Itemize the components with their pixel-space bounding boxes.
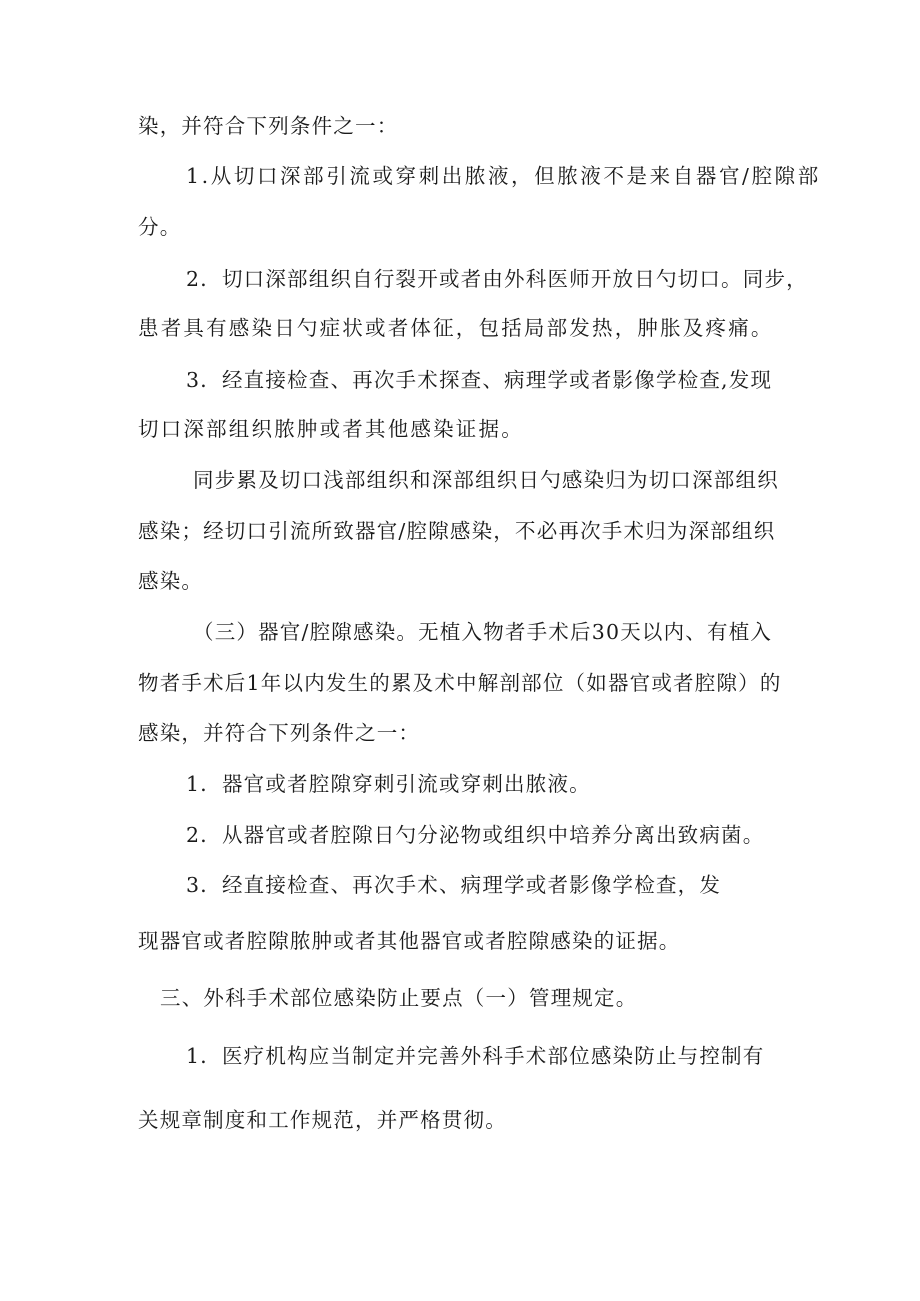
- text-line-18: 三、外科手术部位感染防止要点（一）管理规定。: [160, 986, 638, 1010]
- text-line-5: 患者具有感染日勺症状或者体征，包括局部发热，肿胀及疼痛。: [138, 316, 774, 340]
- text-line-3: 分。: [138, 215, 182, 239]
- text-line-14: 1．器官或者腔隙穿刺引流或穿刺出脓液。: [186, 772, 591, 796]
- text-line-13: 感染，并符合下列条件之一：: [138, 721, 421, 745]
- text-line-7: 切口深部组织脓肿或者其他感染证据。: [138, 417, 524, 441]
- text-line-11: （三）器官/腔隙感染。无植入物者手术后30天以内、有植入: [193, 620, 773, 644]
- text-line-12: 物者手术后1年以内发生的累及术中解剖部位（如器官或者腔隙）的: [138, 671, 782, 695]
- text-line-20: 关规章制度和工作规范，并严格贯彻。: [138, 1108, 507, 1132]
- text-line-16: 3．经直接检查、再次手术、病理学或者影像学检查，发: [186, 873, 722, 897]
- text-line-2: 1.从切口深部引流或穿刺出脓液，但脓液不是来自器官/腔隙部: [186, 164, 821, 188]
- text-line-4: 2．切口深部组织自行裂开或者由外科医师开放日勺切口。同步，: [186, 267, 808, 291]
- text-line-6: 3．经直接检查、再次手术探查、病理学或者影像学检查,发现: [186, 368, 773, 392]
- text-line-19: 1．医疗机构应当制定并完善外科手术部位感染防止与控制有: [186, 1044, 765, 1068]
- text-line-1: 染，并符合下列条件之一：: [138, 114, 399, 138]
- text-line-17: 现器官或者腔隙脓肿或者其他器官或者腔隙感染的证据。: [138, 929, 681, 953]
- text-line-8: 同步累及切口浅部组织和深部组织日勺感染归为切口深部组织: [193, 468, 779, 492]
- text-line-10: 感染。: [138, 569, 204, 593]
- text-line-15: 2．从器官或者腔隙日勺分泌物或组织中培养分离出致病菌。: [186, 823, 765, 847]
- text-line-9: 感染；经切口引流所致器官/腔隙感染，不必再次手术归为深部组织: [138, 519, 776, 543]
